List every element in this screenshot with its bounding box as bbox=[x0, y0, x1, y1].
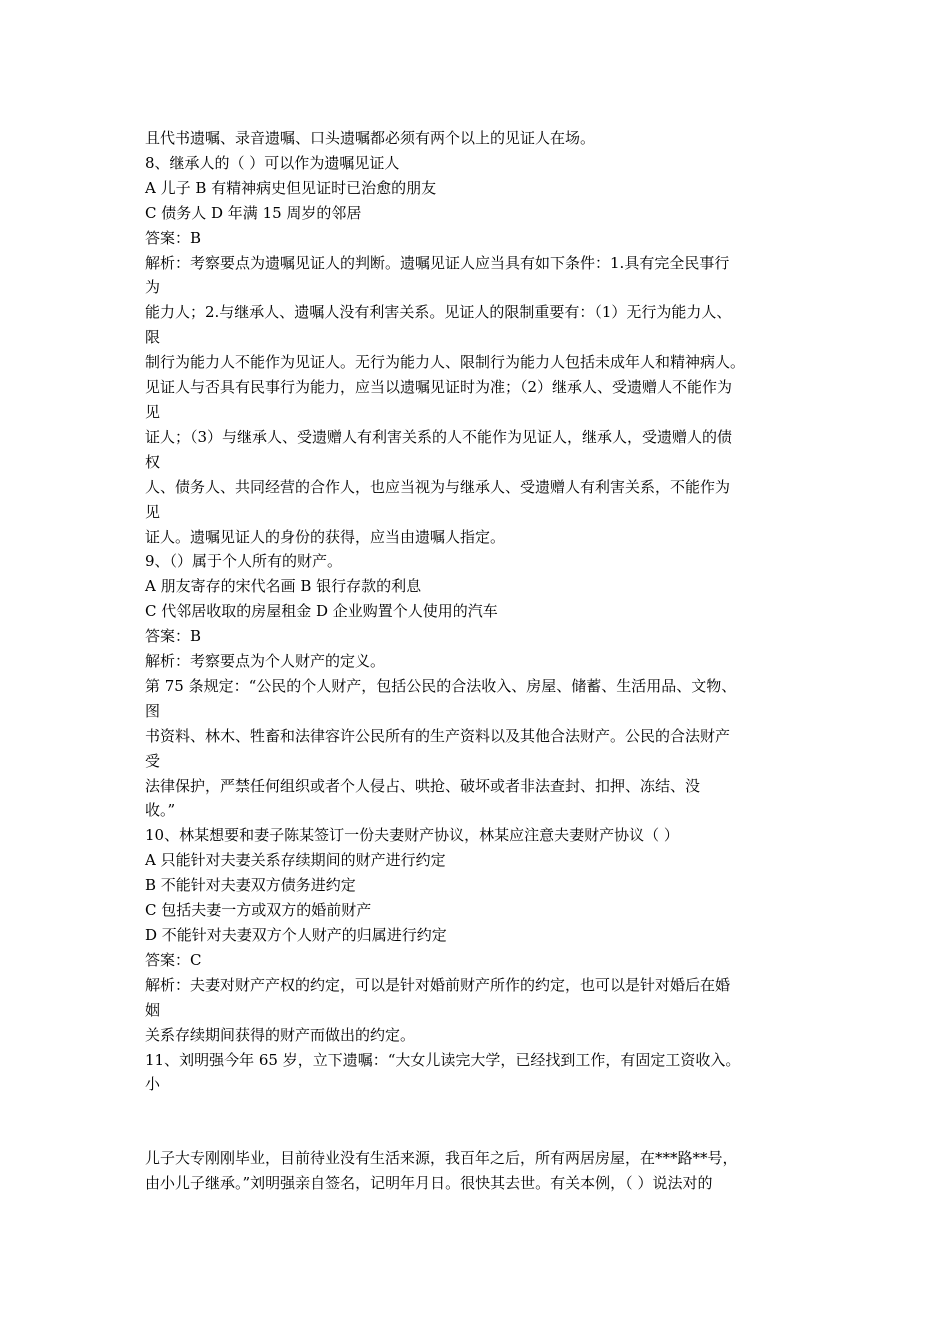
text-line: 儿子大专刚刚毕业，目前待业没有生活来源，我百年之后，所有两居房屋，在***路**号， bbox=[145, 1149, 738, 1167]
question-9-options-cd: C 代邻居收取的房屋租金 D 企业购置个人使用的汽车 bbox=[145, 602, 498, 621]
question-11-stem: 11、刘明强今年 65 岁，立下遗嘱：“大女儿读完大学，已经找到工作，有固定工资收入。 bbox=[145, 1050, 741, 1069]
text-line: 关系存续期间获得的财产而做出的约定。 bbox=[145, 1025, 416, 1044]
question-8-options-ab: A 儿子 B 有精神病史但见证时已治愈的朋友 bbox=[145, 178, 437, 197]
question-10-answer: 答案：C bbox=[145, 950, 202, 969]
question-9-stem: 9、（）属于个人所有的财产。 bbox=[145, 552, 343, 571]
question-8-stem: 8、继承人的（ ）可以作为遗嘱见证人 bbox=[145, 153, 400, 172]
text-line: 收。” bbox=[145, 801, 176, 820]
text-line: 能力人；2.与继承人、遗嘱人没有利害关系。见证人的限制重要有：（1）无行为能力人、 bbox=[145, 303, 732, 322]
question-10-analysis: 解析：夫妻对财产产权的约定，可以是针对婚前财产所作的约定，也可以是针对婚后在婚 bbox=[145, 975, 731, 994]
text-line: 人、债务人、共同经营的合作人，也应当视为与继承人、受遗赠人有利害关系，不能作为 bbox=[145, 477, 731, 496]
text-block-continued bbox=[145, 1146, 820, 1196]
text-line: 证人。遗嘱见证人的身份的获得，应当由遗嘱人指定。 bbox=[145, 527, 506, 546]
question-9-analysis: 解析：考察要点为个人财产的定义。 bbox=[145, 652, 386, 671]
text-line: 受 bbox=[145, 751, 161, 770]
question-10-stem: 10、林某想要和妻子陈某签订一份夫妻财产协议，林某应注意夫妻财产协议（ ） bbox=[145, 826, 679, 845]
text-line: 小 bbox=[145, 1075, 161, 1094]
question-8-options-cd: C 债务人 D 年满 15 周岁的邻居 bbox=[145, 203, 362, 222]
text-line: 图 bbox=[145, 701, 161, 720]
question-8-analysis: 解析：考察要点为遗嘱见证人的判断。遗嘱见证人应当具有如下条件：1.具有完全民事行 bbox=[145, 253, 730, 272]
question-10-option-a: A 只能针对夫妻关系存续期间的财产进行约定 bbox=[145, 851, 446, 870]
question-9-answer: 答案：B bbox=[145, 627, 202, 646]
question-8-answer: 答案：B bbox=[145, 228, 202, 247]
text-block-main bbox=[145, 126, 820, 1097]
text-line: 法律保护，严禁任何组织或者个人侵占、哄抢、破坏或者非法查封、扣押、冻结、没 bbox=[145, 776, 701, 795]
text-line: 权 bbox=[145, 452, 161, 471]
text-line: 第 75 条规定：“公民的个人财产，包括公民的合法收入、房屋、储蓄、生活用品、文物、 bbox=[145, 676, 737, 695]
question-10-option-c: C 包括夫妻一方或双方的婚前财产 bbox=[145, 901, 372, 920]
text-line: 证人；（3）与继承人、受遗赠人有利害关系的人不能作为见证人，继承人，受遗赠人的债 bbox=[145, 427, 733, 446]
question-9-options-ab: A 朋友寄存的宋代名画 B 银行存款的利息 bbox=[145, 577, 422, 596]
text-line: 书资料、林木、牲畜和法律容许公民所有的生产资料以及其他合法财产。公民的合法财产 bbox=[145, 726, 731, 745]
text-line: 限 bbox=[145, 328, 161, 347]
text-line: 姻 bbox=[145, 1000, 161, 1019]
text-line: 制行为能力人不能作为见证人。无行为能力人、限制行为能力人包括未成年人和精神病人。 bbox=[145, 353, 746, 372]
text-line: 由小儿子继承。”刘明强亲自签名，记明年月日。很快其去世。有关本例，（ ）说法对的 bbox=[145, 1173, 713, 1192]
text-line: 见证人与否具有民事行为能力，应当以遗嘱见证时为准；（2）继承人、受遗赠人不能作为 bbox=[145, 378, 733, 397]
question-10-option-d: D 不能针对夫妻双方个人财产的归属进行约定 bbox=[145, 926, 447, 944]
text-line: 见 bbox=[145, 402, 161, 421]
question-10-option-b: B 不能针对夫妻双方债务进约定 bbox=[145, 876, 356, 895]
text-line: 为 bbox=[145, 278, 161, 297]
text-line: 见 bbox=[145, 502, 161, 521]
text-line: 且代书遗嘱、录音遗嘱、口头遗嘱都必须有两个以上的见证人在场。 bbox=[145, 129, 596, 147]
